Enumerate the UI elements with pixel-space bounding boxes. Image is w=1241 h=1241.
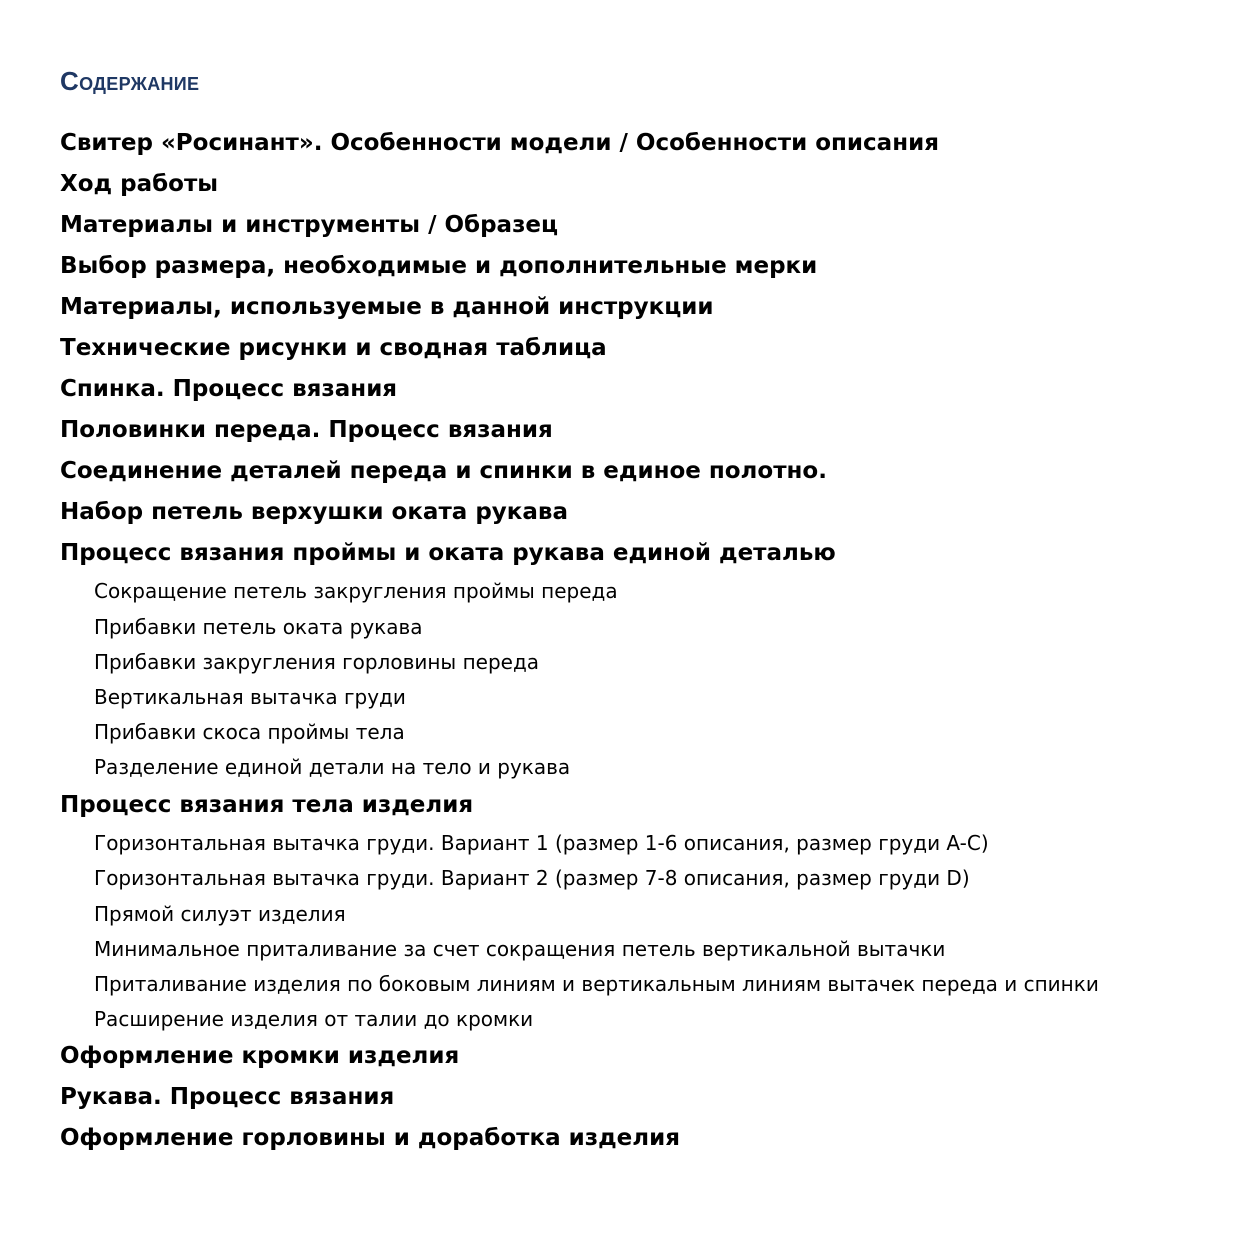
toc-entry-materials-used[interactable]: Материалы, используемые в данной инструкции	[60, 294, 714, 320]
toc-entry-hem-finishing[interactable]: Оформление кромки изделия	[60, 1043, 460, 1069]
toc-subentry-sleeve-cap-increases[interactable]: Прибавки петель оката рукава	[94, 615, 423, 639]
toc-subentry-horizontal-dart-1[interactable]: Горизонтальная вытачка груди. Вариант 1 (размер 1-6 описания, размер груди A-C)	[94, 831, 989, 855]
toc-entry-joining[interactable]: Соединение деталей переда и спинки в единое полотно.	[60, 458, 827, 484]
toc-subentry-body-sleeves-split[interactable]: Разделение единой детали на тело и рукава	[94, 755, 571, 779]
toc-subentry-minimal-waist-shaping[interactable]: Минимальное приталивание за счет сокращения петель вертикальной вытачки	[94, 937, 946, 961]
toc-entry-front-halves[interactable]: Половинки переда. Процесс вязания	[60, 417, 553, 443]
toc-entry-sweater-features[interactable]: Свитер «Росинант». Особенности модели / Особенности описания	[60, 130, 939, 156]
toc-title: Содержание	[60, 66, 200, 96]
toc-subentry-waist-shaping-side-lines[interactable]: Приталивание изделия по боковым линиям и вертикальным линиям вытачек переда и спинки	[94, 972, 1099, 996]
toc-entry-materials-tools[interactable]: Материалы и инструменты / Образец	[60, 212, 559, 238]
toc-entry-neckline-finishing[interactable]: Оформление горловины и доработка изделия	[60, 1125, 680, 1151]
toc-entry-sleeves[interactable]: Рукава. Процесс вязания	[60, 1084, 395, 1110]
toc-entry-body[interactable]: Процесс вязания тела изделия	[60, 792, 474, 818]
toc-subentry-armhole-slope-increases[interactable]: Прибавки скоса проймы тела	[94, 720, 405, 744]
toc-entry-armhole-sleeve-cap[interactable]: Процесс вязания проймы и оката рукава единой деталью	[60, 540, 836, 566]
toc-subentry-vertical-bust-dart[interactable]: Вертикальная вытачка груди	[94, 685, 406, 709]
toc-entry-sleeve-cap-cast-on[interactable]: Набор петель верхушки оката рукава	[60, 499, 568, 525]
toc-subentry-neckline-increases[interactable]: Прибавки закругления горловины переда	[94, 650, 540, 674]
toc-entry-back[interactable]: Спинка. Процесс вязания	[60, 376, 398, 402]
toc-entry-workflow[interactable]: Ход работы	[60, 171, 219, 197]
toc-subentry-armhole-decreases[interactable]: Сокращение петель закругления проймы переда	[94, 579, 618, 603]
toc-subentry-widening-to-hem[interactable]: Расширение изделия от талии до кромки	[94, 1007, 534, 1031]
toc-subentry-horizontal-dart-2[interactable]: Горизонтальная вытачка груди. Вариант 2 (размер 7-8 описания, размер груди D)	[94, 866, 970, 890]
toc-entry-technical-drawings[interactable]: Технические рисунки и сводная таблица	[60, 335, 607, 361]
toc-subentry-straight-silhouette[interactable]: Прямой силуэт изделия	[94, 902, 346, 926]
toc-entry-size-selection[interactable]: Выбор размера, необходимые и дополнительные мерки	[60, 253, 818, 279]
